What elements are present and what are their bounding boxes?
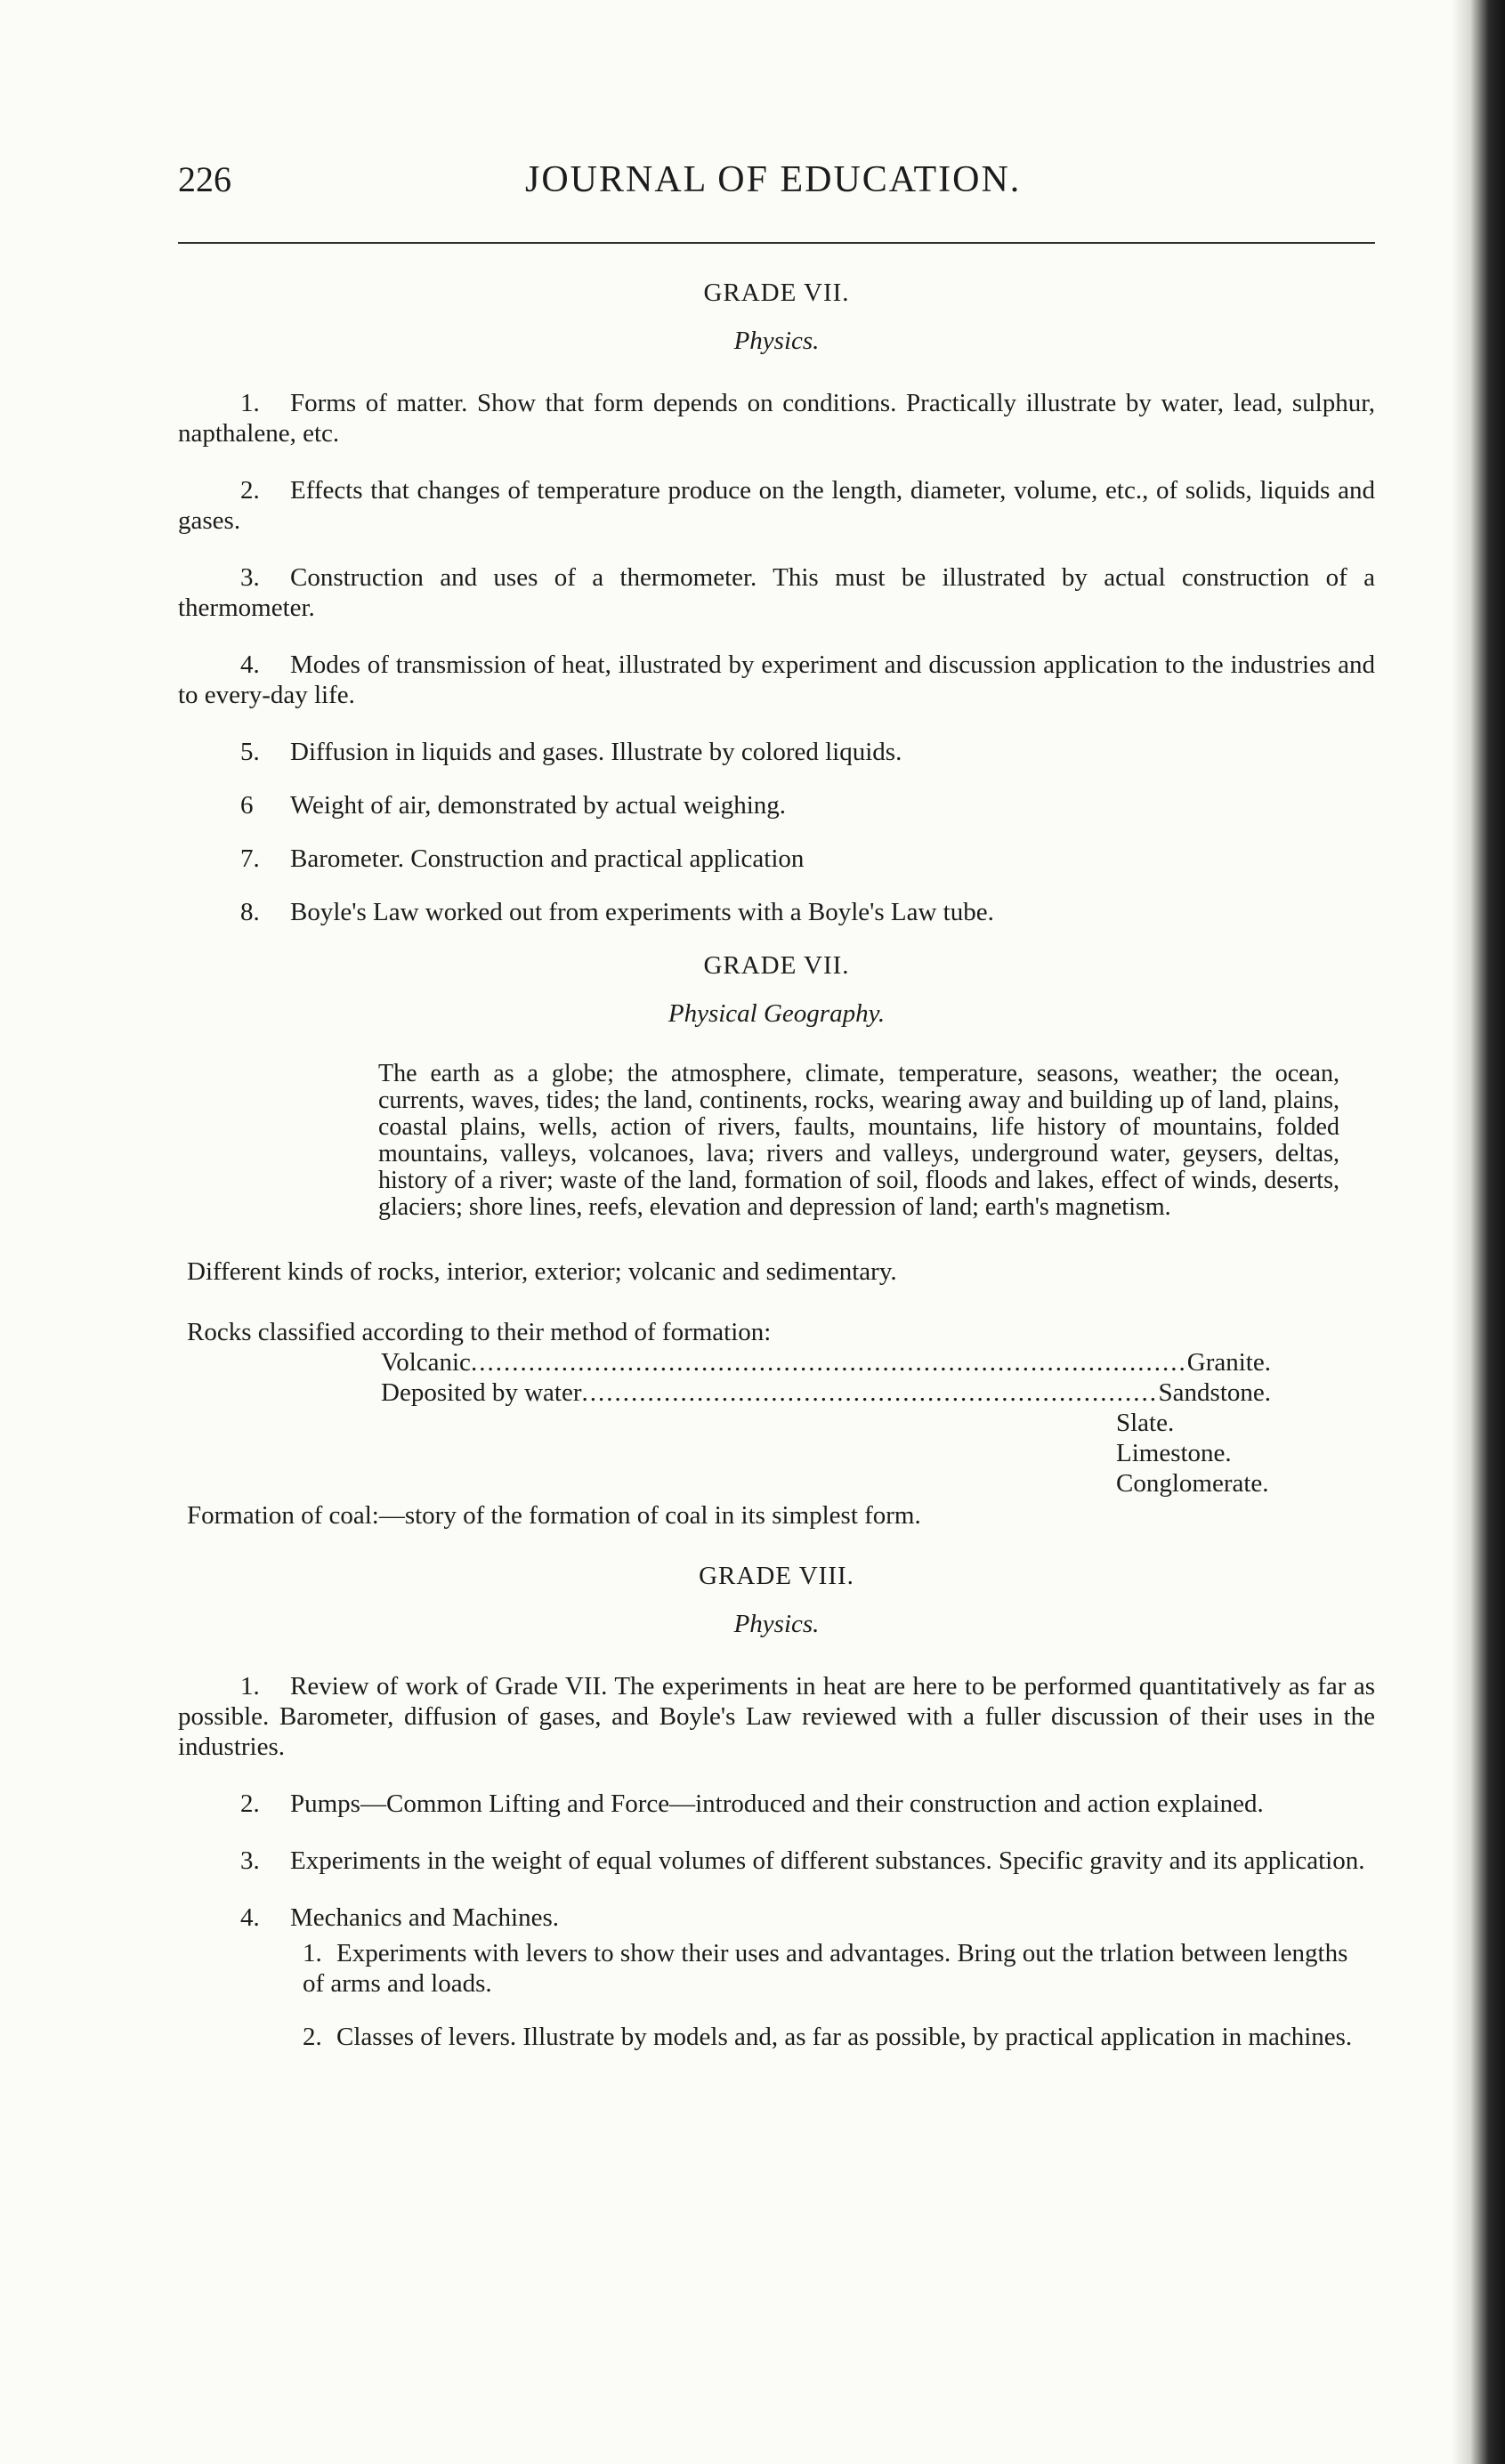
page-number: 226 [178, 159, 231, 199]
rock-type: Conglomerate. [1116, 1469, 1269, 1498]
list-item [178, 790, 1375, 820]
sub-list-item [240, 1938, 1375, 1999]
list-item [178, 650, 1375, 710]
item-number: 1. [240, 1672, 260, 1701]
geography-paragraph: The earth as a globe; the atmosphere, climate, temperature, seasons, weather; the ocean, currents, waves, tides; the land, continents, rocks, wearing away and building up of land, plains, coastal plains, wells, action of rivers, faults, mountains, life history of mountains, folded mountains, valleys, volcanoes, lava; rivers and valleys, underground water, geysers, deltas, history of a river; waste of the land, formation of soil, floods and lakes, effect of winds, deserts, glaciers; shore lines, reefs, elevation and depression of land; earth's magnetism. [378, 1060, 1339, 1221]
item-text: Pumps—Common Lifting and Force—introduced and their construction and action explained. [290, 1789, 1264, 1818]
list-item [178, 1671, 1375, 1762]
item-text: Effects that changes of temperature produce on the length, diameter, volume, etc., of solids, liquids and gases. [178, 476, 1375, 535]
item-number: 5. [240, 738, 260, 766]
rock-type: Sandstone. [1158, 1378, 1271, 1407]
running-title: JOURNAL OF EDUCATION. [525, 159, 1022, 200]
grade-heading: GRADE VII. [703, 951, 850, 980]
item-text: Mechanics and Machines. [290, 1903, 559, 1932]
rock-label: Volcanic [381, 1348, 471, 1377]
list-item [178, 737, 1375, 767]
item-text: Experiments in the weight of equal volumes of different substances. Specific gravity and its application. [290, 1846, 1365, 1875]
rocks-kinds: Different kinds of rocks, interior, exterior; volcanic and sedimentary. [187, 1257, 897, 1286]
rock-type: Slate. [1116, 1409, 1175, 1437]
item-text: Diffusion in liquids and gases. Illustrate by colored liquids. [290, 738, 902, 766]
item-number: 2. [240, 1789, 260, 1818]
item-text: Weight of air, demonstrated by actual weighing. [290, 791, 787, 820]
sub-item-number: 1. [303, 1939, 322, 1967]
page-content [178, 267, 1375, 2075]
grade-heading: GRADE VII. [703, 279, 850, 307]
sub-item-number: 2. [303, 2023, 322, 2051]
rock-label: Deposited by water [381, 1378, 582, 1407]
item-text: Forms of matter. Show that form depends on conditions. Practically illustrate by water, lead, sulphur, napthalene, etc. [178, 389, 1375, 448]
list-item [178, 1846, 1375, 1876]
coal-formation: Formation of coal:—story of the formation of coal in its simplest form. [187, 1501, 921, 1530]
subject-heading: Physics. [733, 327, 820, 355]
item-number: 7. [240, 844, 260, 873]
leader-dots [582, 1377, 1155, 1408]
subject-heading: Physical Geography. [668, 999, 886, 1028]
sub-item-text: Experiments with levers to show their uses and advantages. Bring out the trlation between lengths of arms and loads. [303, 1939, 1348, 1998]
item-number: 6 [240, 791, 254, 820]
sub-list-item [240, 2022, 1375, 2052]
subject-heading: Physics. [733, 1610, 820, 1638]
item-number: 3. [240, 1846, 260, 1875]
list-item [178, 1903, 1375, 1933]
rock-row [381, 1377, 1271, 1408]
item-text: Barometer. Construction and practical application [290, 844, 805, 873]
list-item [178, 388, 1375, 448]
page-header [178, 158, 1353, 212]
list-item [178, 562, 1375, 623]
item-number: 4. [240, 1903, 260, 1932]
item-number: 1. [240, 389, 260, 417]
item-text: Review of work of Grade VII. The experiments in heat are here to be performed quantitatively as far as possible. Barometer, diffusion of gases, and Boyle's Law reviewed with a fuller discussion of their uses in the industries. [178, 1672, 1375, 1761]
rock-type: Granite. [1186, 1348, 1271, 1377]
list-item [178, 844, 1375, 874]
item-number: 2. [240, 476, 260, 505]
leader-dots [471, 1347, 1184, 1377]
header-rule [178, 242, 1375, 244]
rocks-intro: Rocks classified according to their method of formation: [187, 1318, 772, 1346]
page-edge-shadow [1452, 0, 1505, 2464]
item-number: 8. [240, 898, 260, 926]
list-item [178, 475, 1375, 536]
item-text: Modes of transmission of heat, illustrated by experiment and discussion application to the industries and to every-day life. [178, 650, 1375, 709]
rock-type: Limestone. [1116, 1439, 1232, 1467]
item-number: 4. [240, 650, 260, 679]
list-item [178, 897, 1375, 927]
sub-item-text: Classes of levers. Illustrate by models and, as far as possible, by practical application in machines. [336, 2023, 1353, 2051]
grade-heading: GRADE VIII. [699, 1562, 854, 1590]
item-number: 3. [240, 563, 260, 592]
list-item [178, 1789, 1375, 1819]
rock-row [381, 1347, 1271, 1377]
item-text: Construction and uses of a thermometer. This must be illustrated by actual construction of a thermometer. [178, 563, 1375, 622]
item-text: Boyle's Law worked out from experiments with a Boyle's Law tube. [290, 898, 994, 926]
